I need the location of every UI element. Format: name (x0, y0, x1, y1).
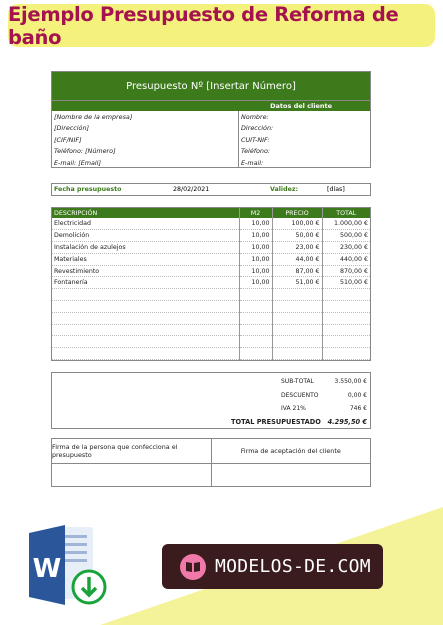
discount-row (52, 389, 370, 401)
company-name: [Nombre de la empresa] (54, 113, 133, 121)
title-banner (8, 4, 435, 47)
budget-header (51, 71, 371, 101)
client-address: Dirección: (241, 124, 274, 133)
item-m2: 10,00 (239, 230, 272, 242)
company-client-block (51, 111, 371, 168)
item-total: 1.000,00 € (322, 218, 370, 230)
validity-value: [días] (327, 186, 345, 193)
item-m2: 10,00 (239, 277, 272, 289)
company-phone: Teléfono: [Número] (54, 147, 116, 156)
client-data-label: Datos del cliente (270, 102, 332, 110)
subtotal-row (52, 375, 370, 387)
signature-client-label: Firma de aceptación del cliente (212, 439, 371, 464)
item-description: Demolición (52, 230, 239, 242)
client-cuit: CUIT-NIF: (241, 135, 270, 144)
company-address: [Dirección] (54, 124, 90, 133)
items-table (51, 207, 371, 361)
grand-total-row (52, 416, 370, 428)
item-m2: 10,00 (239, 242, 272, 254)
empty-row (52, 324, 370, 336)
item-m2: 10,00 (239, 218, 272, 230)
item-m2: 10,00 (239, 253, 272, 265)
iva-value: 746 € (349, 404, 367, 412)
date-row (51, 183, 371, 196)
signature-section (51, 438, 371, 487)
svg-text:W: W (32, 554, 62, 584)
item-price: 100,00 € (272, 218, 322, 230)
totals-box (51, 372, 371, 429)
signature-preparer (52, 439, 211, 486)
date-value: 28/02/2021 (173, 186, 210, 193)
company-email: E-mail: [Email] (54, 158, 101, 167)
item-description: Electricidad (52, 218, 239, 230)
col-m2: M2 (239, 208, 272, 218)
item-total: 230,00 € (322, 242, 370, 254)
item-total: 870,00 € (322, 265, 370, 277)
item-price: 51,00 € (272, 277, 322, 289)
col-total: TOTAL (322, 208, 370, 218)
item-price: 44,00 € (272, 253, 322, 265)
client-name: Nombre: (241, 113, 269, 121)
brand-name: MODELOS-DE.COM (215, 556, 371, 577)
signature-preparer-label: Firma de la persona que confecciona el presupuesto (52, 439, 211, 464)
discount-label: DESCUENTO (281, 391, 319, 399)
company-cif: [CIF/NIF] (54, 135, 82, 144)
item-total: 440,00 € (322, 253, 370, 265)
empty-row (52, 301, 370, 313)
iva-label: IVA 21% (281, 404, 306, 412)
subtotal-value: 3.550,00 € (334, 377, 367, 385)
company-info (52, 111, 239, 167)
subtotal-label: SUB-TOTAL (281, 377, 314, 385)
item-price: 50,00 € (272, 230, 322, 242)
validity-label: Validez: (270, 186, 299, 193)
table-row (52, 253, 370, 265)
table-row (52, 230, 370, 242)
word-download-icon[interactable] (29, 521, 111, 611)
client-phone: Teléfono: (241, 147, 271, 156)
table-row (52, 265, 370, 277)
item-total: 510,00 € (322, 277, 370, 289)
date-label: Fecha presupuesto (54, 186, 122, 193)
client-info (239, 111, 370, 167)
budget-document (51, 71, 371, 459)
brand-badge[interactable] (162, 544, 383, 589)
table-row (52, 277, 370, 289)
col-description: DESCRIPCIÓN (52, 208, 239, 218)
item-total: 500,00 € (322, 230, 370, 242)
empty-row (52, 336, 370, 348)
item-description: Instalación de azulejos (52, 242, 239, 254)
table-row (52, 218, 370, 230)
item-price: 87,00 € (272, 265, 322, 277)
signature-client (211, 439, 371, 486)
empty-row (52, 348, 370, 360)
item-description: Materiales (52, 253, 239, 265)
table-row (52, 242, 370, 254)
client-data-header (51, 101, 371, 111)
item-m2: 10,00 (239, 265, 272, 277)
budget-number-title: Presupuesto Nº [Insertar Número] (126, 80, 296, 92)
iva-row (52, 402, 370, 414)
item-price: 23,00 € (272, 242, 322, 254)
discount-value: 0,00 € (347, 391, 367, 399)
client-email: E-mail: (241, 158, 264, 167)
grand-total-label: TOTAL PRESUPUESTADO (231, 418, 321, 426)
col-price: PRECIO (272, 208, 322, 218)
grand-total-value: 4.295,50 € (327, 418, 367, 426)
empty-row (52, 289, 370, 301)
item-description: Revestimiento (52, 265, 239, 277)
book-icon (180, 554, 206, 580)
item-description: Fontanería (52, 277, 239, 289)
empty-row (52, 312, 370, 324)
page-title: Ejemplo Presupuesto de Reforma de baño (8, 2, 399, 49)
